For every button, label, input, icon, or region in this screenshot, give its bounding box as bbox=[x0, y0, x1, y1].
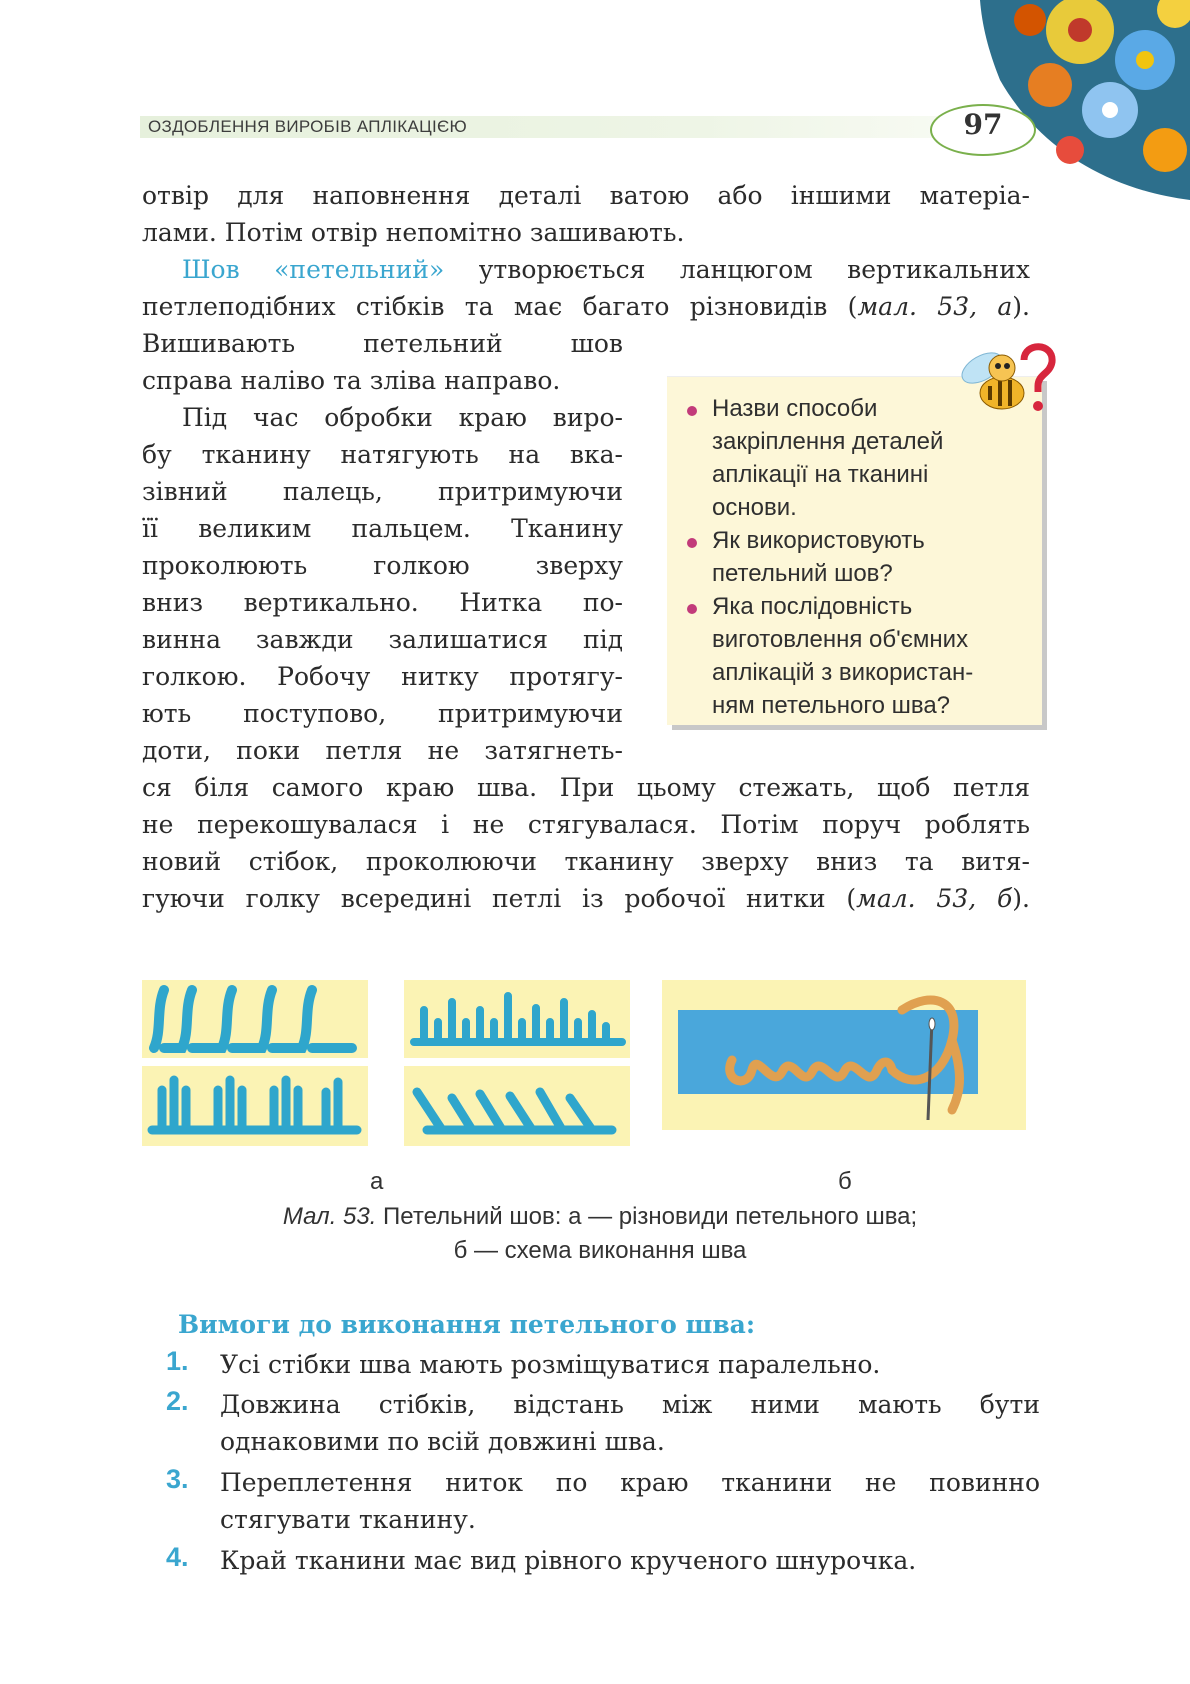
text-line bbox=[142, 880, 1030, 917]
text-line: зівний палець, притримуючи bbox=[142, 477, 623, 506]
paragraph-2 bbox=[142, 251, 1030, 325]
page-number: 97 bbox=[963, 108, 1003, 141]
text-line bbox=[142, 288, 1030, 325]
requirement-number: 2. bbox=[166, 1386, 189, 1416]
text-line: Під час обробки краю виро- bbox=[182, 403, 623, 432]
figure-caption bbox=[150, 1200, 1050, 1268]
text-line: отвір для наповнення деталі ватою або іншими матеріа- bbox=[142, 181, 1030, 210]
question-line: закріплення деталей bbox=[712, 428, 944, 455]
question-2 bbox=[712, 524, 925, 590]
term-highlight: Шов «петельний» bbox=[182, 255, 445, 284]
question-line: петельний шов? bbox=[712, 560, 893, 587]
text-line: новий стібок, проколюючи тканину зверху вниз та витя- bbox=[142, 847, 1030, 876]
question-line: Як використовують bbox=[712, 527, 925, 554]
paragraph-3-continued bbox=[142, 769, 1030, 917]
text-span: ). bbox=[1012, 292, 1030, 321]
requirements-title: Вимоги до виконання петельного шва: bbox=[178, 1310, 756, 1339]
requirement-item bbox=[220, 1346, 1040, 1383]
figure-reference: мал. 53, а bbox=[857, 292, 1013, 321]
requirement-line: однаковими по всій довжині шва. bbox=[220, 1427, 665, 1456]
figure-b-stitch-scheme bbox=[662, 980, 1030, 1140]
requirement-line: Довжина стібків, відстань між ними мають бути bbox=[220, 1390, 1040, 1419]
requirement-item bbox=[220, 1542, 1040, 1579]
requirement-line: стягувати тканину. bbox=[220, 1505, 476, 1534]
text-line: Вишивають петельний шов bbox=[142, 329, 623, 358]
bee-mascot-icon bbox=[952, 338, 1062, 428]
requirement-number: 4. bbox=[166, 1542, 189, 1572]
figure-reference: мал. 53, б bbox=[856, 884, 1013, 913]
question-line: Яка послідовність bbox=[712, 593, 913, 620]
requirement-line: Переплетення ниток по краю тканини не повинно bbox=[220, 1468, 1040, 1497]
requirement-number: 3. bbox=[166, 1464, 189, 1494]
flower-decoration-image bbox=[960, 0, 1190, 200]
figure-label-b: б bbox=[838, 1168, 852, 1195]
text-line: доти, поки петля не затягнеть- bbox=[142, 736, 623, 765]
text-line: ють поступово, притримуючи bbox=[142, 699, 623, 728]
caption-line bbox=[150, 1200, 1050, 1234]
question-bullet bbox=[687, 604, 697, 614]
question-bullet bbox=[687, 406, 697, 416]
running-head: ОЗДОБЛЕННЯ ВИРОБІВ АПЛІКАЦІЄЮ bbox=[148, 117, 467, 136]
text-line: ся біля самого краю шва. При цьому стежать, щоб петля bbox=[142, 773, 1030, 802]
text-line: справа наліво та зліва направо. bbox=[142, 366, 561, 395]
caption-prefix: Мал. 53. bbox=[282, 1203, 377, 1230]
caption-text: Петельний шов: а — різновиди петельного шва; bbox=[376, 1203, 918, 1230]
question-line: ням петельного шва? bbox=[712, 692, 951, 719]
requirement-number: 1. bbox=[166, 1346, 189, 1376]
text-line: вниз вертикально. Нитка по- bbox=[142, 588, 623, 617]
text-line: її великим пальцем. Тканину bbox=[142, 514, 623, 543]
paragraph-1 bbox=[142, 177, 1030, 251]
text-line: не перекошувалася і не стягувалася. Потім поруч роблять bbox=[142, 810, 1030, 839]
requirement-item bbox=[220, 1464, 1040, 1538]
requirement-item bbox=[220, 1386, 1040, 1460]
text-span: утворюється ланцюгом вертикальних bbox=[444, 255, 1030, 284]
question-1 bbox=[712, 392, 943, 524]
question-line: виготовлення об'ємних bbox=[712, 626, 969, 653]
caption-line: б — схема виконання шва bbox=[453, 1237, 747, 1264]
figure-a-stitch-variants bbox=[142, 980, 642, 1150]
question-line: основи. bbox=[712, 494, 797, 521]
text-span: ). bbox=[1012, 884, 1030, 913]
text-span: гуючи голку всередині петлі із робочої нитки ( bbox=[142, 884, 857, 913]
requirement-line: Усі стібки шва мають розміщуватися паралельно. bbox=[220, 1350, 881, 1379]
question-line: аплікацій з використан- bbox=[712, 659, 974, 686]
text-line: лами. Потім отвір непомітно зашивають. bbox=[142, 218, 685, 247]
text-line bbox=[142, 251, 1030, 288]
text-span: петлеподібних стібків та має багато різновидів ( bbox=[142, 292, 858, 321]
requirement-line: Край тканини має вид рівного крученого шнурочка. bbox=[220, 1546, 917, 1575]
question-3 bbox=[712, 590, 973, 722]
question-line: Назви способи bbox=[712, 395, 878, 422]
text-line: проколюють голкою зверху bbox=[142, 551, 623, 580]
figure-label-a: а bbox=[370, 1168, 384, 1195]
text-line: винна завжди залишатися під bbox=[142, 625, 623, 654]
paragraph-3 bbox=[142, 399, 623, 769]
text-line: голкою. Робочу нитку протягу- bbox=[142, 662, 623, 691]
question-line: аплікації на тканині bbox=[712, 461, 929, 488]
question-bullet bbox=[687, 538, 697, 548]
text-line: бу тканину натягують на вка- bbox=[142, 440, 623, 469]
paragraph-2-continued bbox=[142, 325, 623, 399]
